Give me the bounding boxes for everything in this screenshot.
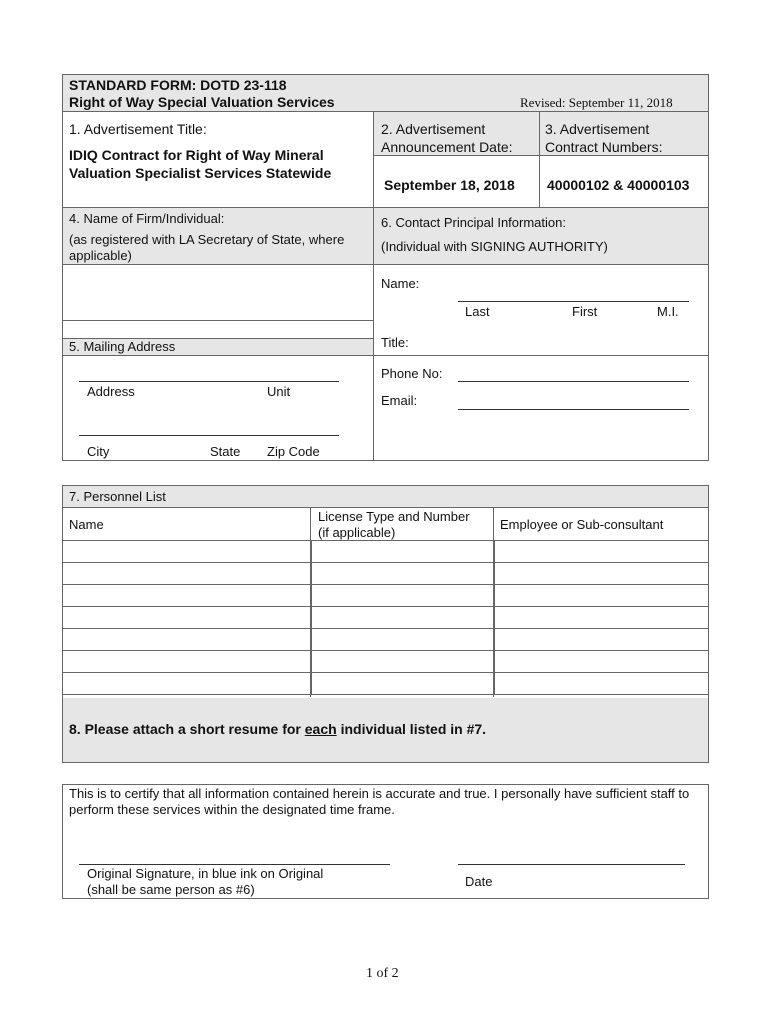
form-title: STANDARD FORM: DOTD 23-118	[69, 77, 287, 93]
name-first-caption: First	[572, 304, 598, 319]
revised-date: Revised: September 11, 2018	[520, 95, 673, 110]
table-row	[63, 629, 709, 651]
col-license-header-2: (if applicable)	[318, 525, 396, 540]
ad-title-value-1: IDIQ Contract for Right of Way Mineral	[69, 147, 324, 163]
personnel-employee-cell[interactable]	[495, 541, 709, 563]
personnel-license-cell[interactable]	[312, 585, 495, 607]
personnel-employee-cell[interactable]	[495, 563, 709, 585]
city-caption: City	[87, 444, 110, 459]
ad-numbers-label-1: 3. Advertisement	[545, 121, 650, 137]
ad-numbers-label-2: Contract Numbers:	[545, 139, 663, 155]
personnel-name-cell[interactable]	[63, 673, 312, 695]
contact-name-field[interactable]	[458, 301, 689, 302]
ad-date-label-2: Announcement Date:	[381, 139, 513, 155]
page-number: 1 of 2	[366, 966, 399, 981]
personnel-name-cell[interactable]	[63, 629, 312, 651]
state-caption: State	[210, 444, 241, 459]
firm-label: 4. Name of Firm/Individual:	[69, 211, 225, 226]
email-field[interactable]	[458, 409, 689, 410]
personnel-license-cell[interactable]	[312, 629, 495, 651]
personnel-license-cell[interactable]	[312, 563, 495, 585]
contact-note: (Individual with SIGNING AUTHORITY)	[381, 239, 608, 254]
personnel-name-cell[interactable]	[63, 607, 312, 629]
personnel-label: 7. Personnel List	[69, 489, 166, 504]
contact-name-label: Name:	[381, 276, 420, 291]
personnel-employee-cell[interactable]	[495, 651, 709, 673]
certification-text: This is to certify that all information contained herein is accurate and true. I personally have sufficient staff to perform these services within the designated time frame.	[69, 786, 690, 817]
signature-caption-1: Original Signature, in blue ink on Original	[87, 866, 324, 881]
ad-title-label: 1. Advertisement Title:	[69, 121, 207, 137]
form-subtitle: Right of Way Special Valuation Services	[69, 94, 335, 110]
personnel-employee-cell[interactable]	[495, 585, 709, 607]
phone-field[interactable]	[458, 381, 689, 382]
personnel-license-cell[interactable]	[312, 607, 495, 629]
zip-caption: Zip Code	[267, 444, 320, 459]
table-row	[63, 563, 709, 585]
name-last-caption: Last	[465, 304, 490, 319]
col-employee-header: Employee or Sub-consultant	[500, 517, 664, 532]
firm-note: (as registered with LA Secretary of State, where applicable)	[69, 232, 345, 263]
signature-field[interactable]	[79, 864, 390, 865]
date-caption: Date	[465, 874, 493, 889]
table-row	[63, 651, 709, 673]
ad-date-label-1: 2. Advertisement	[381, 121, 486, 137]
phone-label: Phone No:	[381, 366, 443, 381]
signature-date-field[interactable]	[458, 864, 685, 865]
ad-date-value: September 18, 2018	[384, 177, 515, 193]
ad-numbers-value: 40000102 & 40000103	[547, 177, 690, 193]
personnel-license-cell[interactable]	[312, 541, 495, 563]
table-row	[63, 607, 709, 629]
col-name-header: Name	[69, 517, 104, 532]
personnel-employee-cell[interactable]	[495, 607, 709, 629]
name-mi-caption: M.I.	[657, 304, 679, 319]
address-caption: Address	[87, 384, 135, 399]
ad-title-value-2: Valuation Specialist Services Statewide	[69, 165, 332, 181]
table-row	[63, 541, 709, 563]
mailing-label: 5. Mailing Address	[69, 339, 176, 354]
personnel-license-cell[interactable]	[312, 651, 495, 673]
personnel-name-cell[interactable]	[63, 541, 312, 563]
city-state-zip-field[interactable]	[79, 435, 339, 436]
personnel-license-cell[interactable]	[312, 673, 495, 695]
address-field[interactable]	[79, 381, 339, 382]
personnel-name-cell[interactable]	[63, 651, 312, 673]
table-row	[63, 673, 709, 695]
contact-title-label: Title:	[381, 335, 409, 350]
email-label: Email:	[381, 393, 418, 408]
personnel-employee-cell[interactable]	[495, 673, 709, 695]
firm-name-field[interactable]	[63, 265, 373, 320]
resume-note: 8. Please attach a short resume for each individual listed in #7.	[69, 721, 487, 737]
personnel-employee-cell[interactable]	[495, 629, 709, 651]
signature-caption-2: (shall be same person as #6)	[87, 882, 255, 897]
col-license-header-1: License Type and Number	[318, 509, 470, 524]
unit-caption: Unit	[267, 384, 291, 399]
personnel-table	[62, 540, 709, 695]
personnel-name-cell[interactable]	[63, 563, 312, 585]
contact-label: 6. Contact Principal Information:	[381, 215, 566, 230]
table-row	[63, 585, 709, 607]
personnel-name-cell[interactable]	[63, 585, 312, 607]
